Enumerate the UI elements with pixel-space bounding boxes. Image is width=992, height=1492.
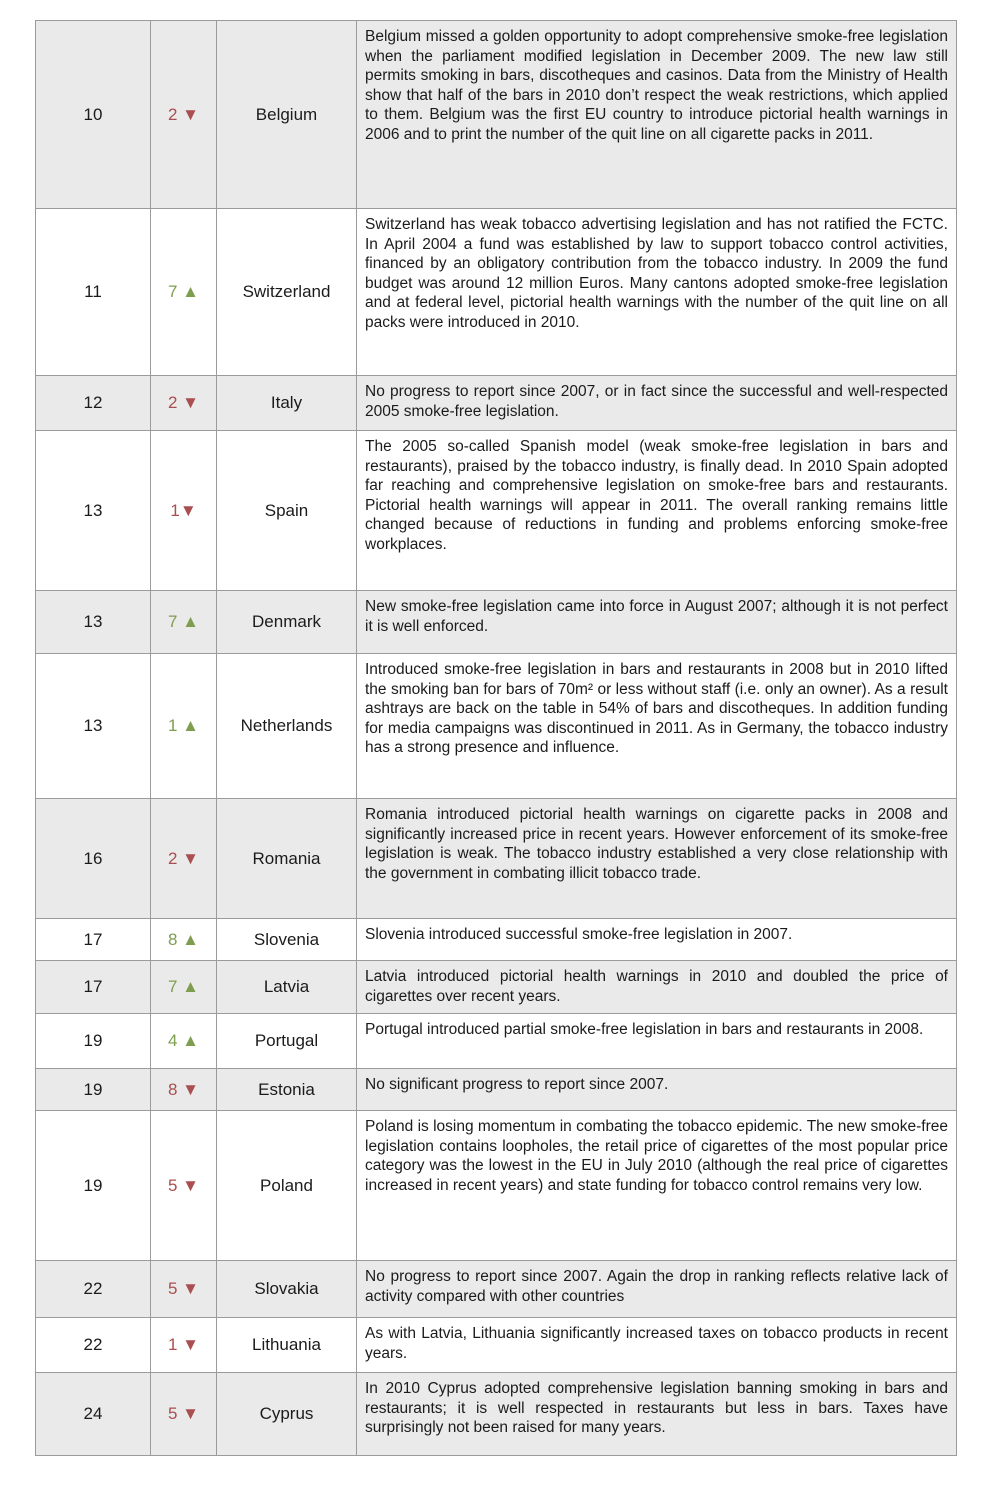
table-row bbox=[36, 961, 957, 1014]
comment-cell: Poland is losing momentum in combating the tobacco epidemic. The new smoke-free legislation contains loopholes, the retail price of cigarettes of the most popular price category was the lowest in the EU in July 2010 (although the real price of cigarettes increased in recent years) and state funding for tobacco control remains very low. bbox=[357, 1111, 957, 1261]
comment-cell: New smoke-free legislation came into force in August 2007; although it is not perfect it is well enforced. bbox=[357, 591, 957, 654]
table-row bbox=[36, 919, 957, 961]
ranking-table-body bbox=[36, 21, 957, 1456]
rank-cell: 22 bbox=[36, 1261, 151, 1318]
rank-change-cell: 2 ▼ bbox=[151, 376, 217, 431]
comment-cell: As with Latvia, Lithuania significantly increased taxes on tobacco products in recent years. bbox=[357, 1318, 957, 1373]
table-row bbox=[36, 1261, 957, 1318]
country-cell: Poland bbox=[217, 1111, 357, 1261]
rank-cell: 10 bbox=[36, 21, 151, 209]
comment-cell: Switzerland has weak tobacco advertising legislation and has not ratified the FCTC. In April 2004 a fund was established by law to support tobacco control activities, financed by an obligatory contribution from the tobacco industry. In 2009 the fund budget was around 12 million Euros. Many cantons adopted smoke-free legislation and at federal level, pictorial health warnings with the number of the quit line on all packs were introduced in 2010. bbox=[357, 209, 957, 376]
table-row bbox=[36, 1111, 957, 1261]
table-row bbox=[36, 1318, 957, 1373]
country-cell: Estonia bbox=[217, 1069, 357, 1111]
rank-change-cell: 8 ▼ bbox=[151, 1069, 217, 1111]
rank-cell: 16 bbox=[36, 799, 151, 919]
rank-change-cell: 4 ▲ bbox=[151, 1014, 217, 1069]
table-row bbox=[36, 1014, 957, 1069]
comment-cell: Portugal introduced partial smoke-free legislation in bars and restaurants in 2008. bbox=[357, 1014, 957, 1069]
rank-cell: 24 bbox=[36, 1373, 151, 1456]
table-row bbox=[36, 376, 957, 431]
rank-change-cell: 7 ▲ bbox=[151, 961, 217, 1014]
table-row bbox=[36, 591, 957, 654]
rank-change-cell: 8 ▲ bbox=[151, 919, 217, 961]
tobacco-control-ranking-table bbox=[35, 20, 957, 1456]
rank-change-cell: 5 ▼ bbox=[151, 1373, 217, 1456]
comment-cell: Belgium missed a golden opportunity to adopt comprehensive smoke-free legislation when the parliament modified legislation in December 2009. The new law still permits smoking in bars, discotheques and casinos. Data from the Ministry of Health show that half of the bars in 2010 don’t respect the weak restrictions, which applied to them. Belgium was the first EU country to introduce pictorial health warnings in 2006 and to print the number of the quit line on all cigarette packs in 2011. bbox=[357, 21, 957, 209]
country-cell: Denmark bbox=[217, 591, 357, 654]
country-cell: Cyprus bbox=[217, 1373, 357, 1456]
rank-change-cell: 1▼ bbox=[151, 431, 217, 591]
country-cell: Slovakia bbox=[217, 1261, 357, 1318]
comment-cell: No significant progress to report since 2007. bbox=[357, 1069, 957, 1111]
country-cell: Belgium bbox=[217, 21, 357, 209]
rank-change-cell: 7 ▲ bbox=[151, 591, 217, 654]
rank-cell: 17 bbox=[36, 919, 151, 961]
comment-cell: Latvia introduced pictorial health warnings in 2010 and doubled the price of cigarettes over recent years. bbox=[357, 961, 957, 1014]
rank-change-cell: 5 ▼ bbox=[151, 1261, 217, 1318]
table-row bbox=[36, 21, 957, 209]
rank-change-cell: 5 ▼ bbox=[151, 1111, 217, 1261]
rank-cell: 12 bbox=[36, 376, 151, 431]
table-row bbox=[36, 1373, 957, 1456]
rank-change-cell: 2 ▼ bbox=[151, 21, 217, 209]
country-cell: Italy bbox=[217, 376, 357, 431]
rank-cell: 17 bbox=[36, 961, 151, 1014]
country-cell: Lithuania bbox=[217, 1318, 357, 1373]
rank-cell: 13 bbox=[36, 431, 151, 591]
comment-cell: In 2010 Cyprus adopted comprehensive legislation banning smoking in bars and restaurants; it is well respected in restaurants but less in bars. Taxes have surprisingly not been raised for many years. bbox=[357, 1373, 957, 1456]
country-cell: Switzerland bbox=[217, 209, 357, 376]
table-row bbox=[36, 209, 957, 376]
rank-cell: 19 bbox=[36, 1111, 151, 1261]
rank-change-cell: 1 ▲ bbox=[151, 654, 217, 799]
rank-cell: 19 bbox=[36, 1014, 151, 1069]
country-cell: Portugal bbox=[217, 1014, 357, 1069]
comment-cell: The 2005 so-called Spanish model (weak smoke-free legislation in bars and restaurants), praised by the tobacco industry, is finally dead. In 2010 Spain adopted far reaching and comprehensive legislation on smoke-free bars and restaurants. Pictorial health warnings will appear in 2011. The overall ranking remains little changed because of reductions in funding and problems enforcing smoke-free workplaces. bbox=[357, 431, 957, 591]
rank-change-cell: 2 ▼ bbox=[151, 799, 217, 919]
table-row bbox=[36, 654, 957, 799]
rank-cell: 13 bbox=[36, 591, 151, 654]
rank-cell: 22 bbox=[36, 1318, 151, 1373]
country-cell: Slovenia bbox=[217, 919, 357, 961]
table-row bbox=[36, 799, 957, 919]
rank-cell: 19 bbox=[36, 1069, 151, 1111]
rank-cell: 13 bbox=[36, 654, 151, 799]
comment-cell: No progress to report since 2007, or in fact since the successful and well-respected 2005 smoke-free legislation. bbox=[357, 376, 957, 431]
comment-cell: No progress to report since 2007. Again the drop in ranking reflects relative lack of activity compared with other countries bbox=[357, 1261, 957, 1318]
table-row bbox=[36, 431, 957, 591]
rank-change-cell: 7 ▲ bbox=[151, 209, 217, 376]
country-cell: Spain bbox=[217, 431, 357, 591]
country-cell: Netherlands bbox=[217, 654, 357, 799]
table-row bbox=[36, 1069, 957, 1111]
rank-cell: 11 bbox=[36, 209, 151, 376]
comment-cell: Romania introduced pictorial health warnings on cigarette packs in 2008 and significantly increased price in recent years. However enforcement of its smoke-free legislation is weak. The tobacco industry established a very close relationship with the government in combating illicit tobacco trade. bbox=[357, 799, 957, 919]
comment-cell: Slovenia introduced successful smoke-free legislation in 2007. bbox=[357, 919, 957, 961]
country-cell: Romania bbox=[217, 799, 357, 919]
country-cell: Latvia bbox=[217, 961, 357, 1014]
rank-change-cell: 1 ▼ bbox=[151, 1318, 217, 1373]
comment-cell: Introduced smoke-free legislation in bars and restaurants in 2008 but in 2010 lifted the smoking ban for bars of 70m² or less without staff (i.e. only an owner). As a result ashtrays are back on the table in 54% of bars and discotheques. In addition funding for media campaigns was discontinued in 2011. As in Germany, the tobacco industry has a strong presence and influence. bbox=[357, 654, 957, 799]
